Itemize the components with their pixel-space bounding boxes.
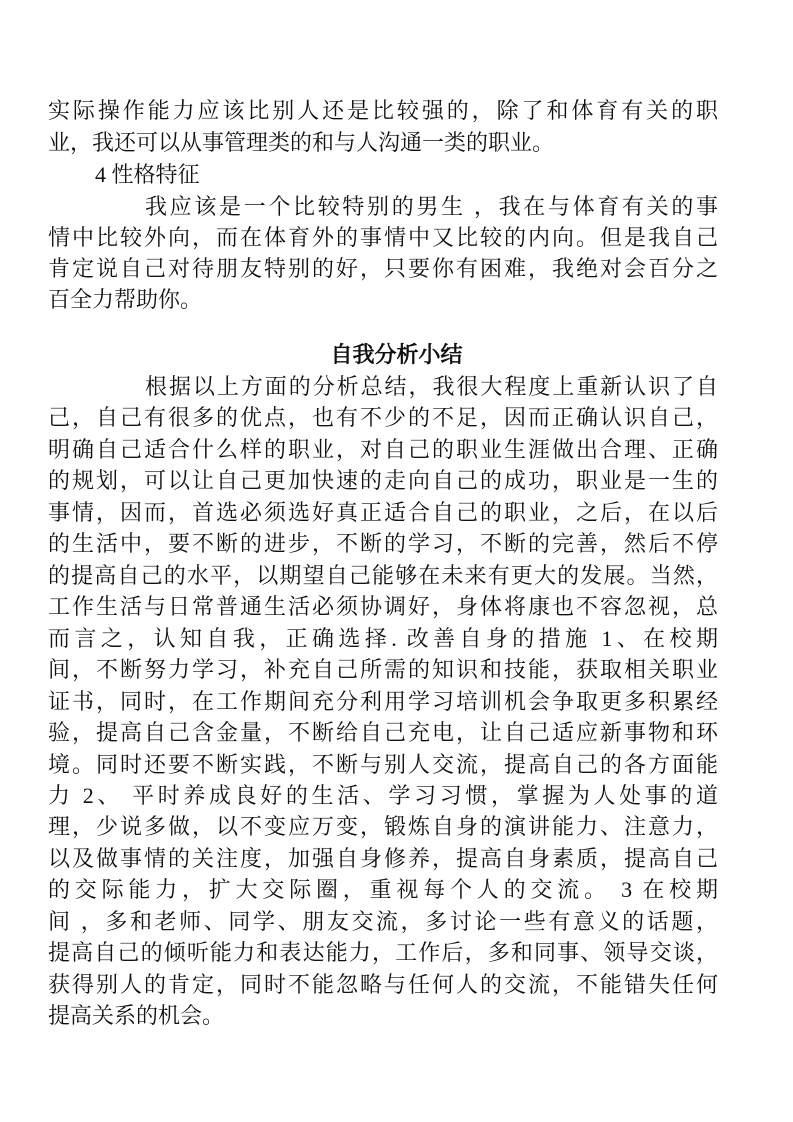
text-line: 情中比较外向，而在体育外的事情中又比较的内向。但是我自己 <box>48 225 718 250</box>
section-heading: 4 性格特征 <box>95 162 200 187</box>
text-line: 间，不断努力学习，补充自己所需的知识和技能，获取相关职业 <box>48 657 718 682</box>
text-line: 的规划，可以让自己更加快速的走向自己的成功，职业是一生的 <box>48 468 718 493</box>
text-line: 的生活中，要不断的进步，不断的学习，不断的完善，然后不停 <box>48 531 718 556</box>
text-line: 证书，同时，在工作期间充分利用学习培训机会争取更多积累经 <box>48 689 718 714</box>
text-line: 工作生活与日常普通生活必须协调好，身体将康也不容忽视，总 <box>48 594 718 619</box>
text-line: 明确自己适合什么样的职业，对自己的职业生涯做出合理、正确 <box>48 437 718 462</box>
text-line: 肯定说自己对待朋友特别的好，只要你有困难，我绝对会百分之 <box>48 256 718 281</box>
text-line: 境。同时还要不断实践，不断与别人交流，提高自己的各方面能 <box>48 752 718 777</box>
text-line: 间 ，多和老师、同学、朋友交流，多讨论一些有意义的话题， <box>48 909 718 934</box>
text-line: 百全力帮助你。 <box>48 287 203 312</box>
text-line: 理，少说多做，以不变应万变，锻炼自身的演讲能力、注意力， <box>48 814 718 839</box>
text-line: 以及做事情的关注度，加强自身修养，提高自身素质，提高自己 <box>48 846 718 871</box>
text-line: 提高自己的倾听能力和表达能力，工作后，多和同事、领导交谈， <box>48 940 718 965</box>
text-line: 业，我还可以从事管理类的和与人沟通一类的职业。 <box>48 130 555 155</box>
text-line: 的交际能力，扩大交际圈，重视每个人的交流。 3 在校期 <box>48 877 718 902</box>
text-line: 力 2、 平时养成良好的生活、学习习惯，掌握为人处事的道 <box>48 783 718 808</box>
text-line: 而言之，认知自我，正确选择. 改善自身的措施 1、在校期 <box>48 626 718 651</box>
summary-title: 自我分析小结 <box>330 342 463 367</box>
text-line: 提高关系的机会。 <box>48 1003 225 1028</box>
text-line: 根据以上方面的分析总结，我很大程度上重新认识了自 <box>145 374 718 399</box>
text-line: 我应该是一个比较特别的男生 ，我在与体育有关的事 <box>145 194 718 219</box>
text-line: 获得别人的肯定，同时不能忽略与任何人的交流，不能错失任何 <box>48 972 718 997</box>
text-line: 己，自己有很多的优点，也有不少的不足，因而正确认识自己， <box>48 405 718 430</box>
text-line: 实际操作能力应该比别人还是比较强的，除了和体育有关的职 <box>48 98 718 123</box>
text-line: 事情，因而，首选必须选好真正适合自己的职业，之后，在以后 <box>48 500 718 525</box>
text-line: 验，提高自己含金量，不断给自己充电，让自己适应新事物和环 <box>48 720 718 745</box>
text-line: 的提高自己的水平，以期望自己能够在未来有更大的发展。当然， <box>48 563 718 588</box>
